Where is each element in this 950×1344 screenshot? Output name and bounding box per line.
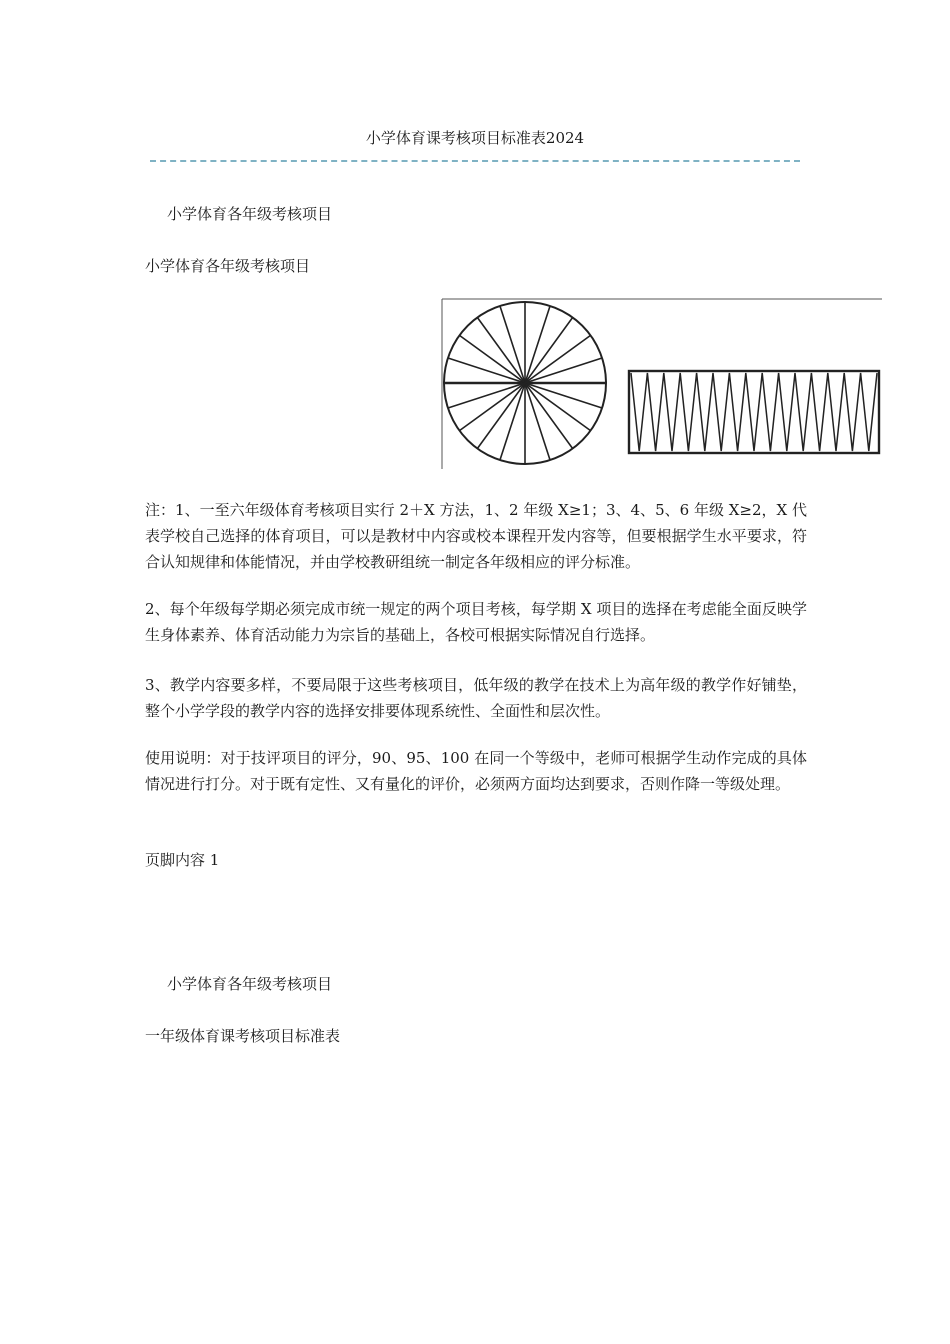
grade-one-standard-title: 一年级体育课考核项目标准表 xyxy=(145,1027,341,1045)
zigzag-lines-rectangle-icon xyxy=(629,371,879,453)
title-dashed-rule xyxy=(150,160,800,162)
note-2: 2、每个年级每学期必须完成市统一规定的两个项目考核，每学期 X 项目的选择在考虑能全面反映学生身体素养、体育活动能力为宗旨的基础上，各校可根据实际情况自行选择。 xyxy=(145,600,807,644)
figure xyxy=(440,298,882,470)
note-1: 注：1、一至六年级体育考核项目实行 2＋X 方法，1、2 年级 X≥1；3、4、5、6 年级 X≥2，X 代表学校自己选择的体育项目，可以是教材中内容或校本课程开发内容等，但要根据学生水平要求，符合认知规律和体能情况，并由学校教研组统一制定各年级相应的评分标准。 xyxy=(145,501,807,571)
document-title: 小学体育课考核项目标准表2024 xyxy=(365,129,585,147)
footer-text: 页脚内容 1 xyxy=(145,851,220,869)
usage-notes: 使用说明：对于技评项目的评分，90、95、100 在同一个等级中，老师可根据学生动作完成的具体情况进行打分。对于既有定性、又有量化的评价，必须两方面均达到要求，否则作降一等级处理。 xyxy=(145,749,807,793)
section-heading-indented: 小学体育各年级考核项目 xyxy=(167,205,333,223)
section-heading: 小学体育各年级考核项目 xyxy=(145,257,311,275)
section-heading-indented-2: 小学体育各年级考核项目 xyxy=(167,975,333,993)
note-3: 3、教学内容要多样，不要局限于这些考核项目，低年级的教学在技术上为高年级的教学作好铺垫，整个小学学段的教学内容的选择安排要体现系统性、全面性和层次性。 xyxy=(145,676,807,720)
circle-with-radial-lines-icon xyxy=(444,302,606,464)
